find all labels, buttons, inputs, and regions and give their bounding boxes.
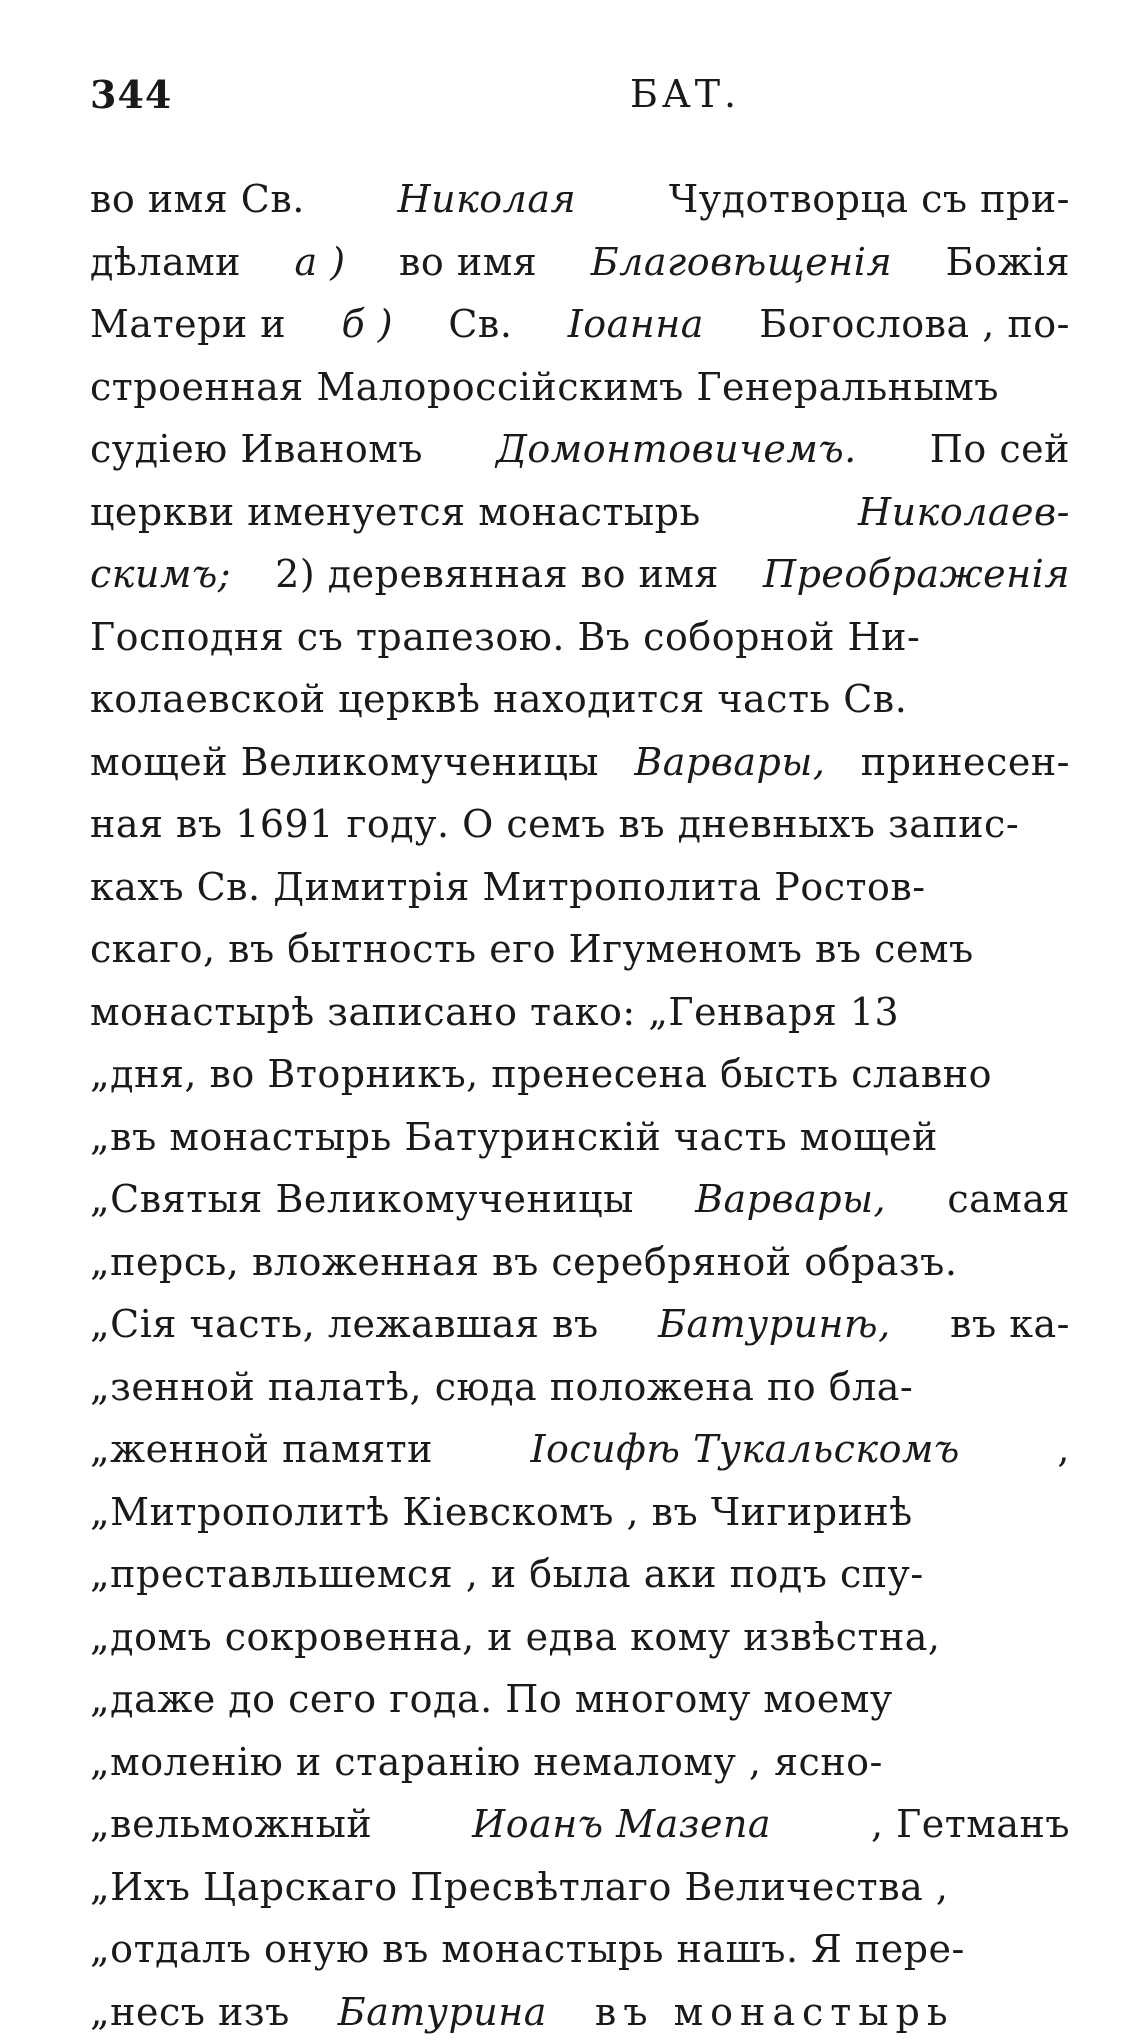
text-line-5: судіею Иваномъ Домонтовичемъ. По сей (90, 418, 1070, 481)
text-line-13: скаго, въ бытность его Игуменомъ въ семъ (90, 918, 1070, 981)
text-line-20: „зенной палатѣ, сюда положена по бла- (90, 1356, 1070, 1419)
page-header (90, 72, 1070, 132)
text-line-24: „домъ сокровенна, и едва кому извѣстна, (90, 1606, 1070, 1669)
text-line-15: „дня, во Вторникъ, пренесена бысть славно (90, 1043, 1070, 1106)
text-line-6: церкви именуется монастырь Николаев- (90, 481, 1070, 544)
text-line-22: „Митрополитѣ Кіевскомъ , въ Чигиринѣ (90, 1481, 1070, 1544)
text-line-10: мощей Великомученицы Варвары, принесен- (90, 731, 1070, 794)
text-line-18: „персь, вложенная въ серебряной образъ. (90, 1231, 1070, 1294)
text-line-14: монастырѣ записано тако: „Генваря 13 (90, 981, 1070, 1044)
text-line-3: Матери и б ) Св. Іоанна Богослова , по- (90, 293, 1070, 356)
text-line-23: „преставльшемся , и была аки подъ спу- (90, 1543, 1070, 1606)
text-line-28: „Ихъ Царскаго Пресвѣтлаго Величества , (90, 1856, 1070, 1919)
text-line-7: скимъ; 2) деревянная во имя Преображенія (90, 543, 1070, 606)
text-line-2: дѣлами а ) во имя Благовѣщенія Божія (90, 231, 1070, 294)
text-line-1: во имя Св. Николая Чудотворца съ при- (90, 168, 1070, 231)
text-line-9: колаевской церквѣ находится часть Св. (90, 668, 1070, 731)
text-line-4: строенная Малороссійскимъ Генеральнымъ (90, 356, 1070, 419)
text-line-26: „моленію и стаpанію немалому , ясно- (90, 1731, 1070, 1794)
text-line-27: „вельможный Иоанъ Мазепа , Гетманъ (90, 1793, 1070, 1856)
page-number: 344 (90, 72, 172, 117)
text-line-12: кахъ Св. Димитрія Митрополита Ростов- (90, 856, 1070, 919)
body-text (90, 168, 1070, 2043)
text-line-25: „даже до сего года. По многому моему (90, 1668, 1070, 1731)
text-line-29: „отдалъ оную въ монастырь нашъ. Я пере- (90, 1918, 1070, 1981)
text-line-16: „въ монастырь Батуринскій часть мощей (90, 1106, 1070, 1169)
text-line-19: „Сія часть, лежавшая въ Батуринѣ, въ ка- (90, 1293, 1070, 1356)
text-line-8: Господня съ трапезою. Въ соборной Ни- (90, 606, 1070, 669)
text-line-11: ная въ 1691 году. О семъ въ дневныхъ запис- (90, 793, 1070, 856)
text-line-30: „несъ изъ Батурина въ монастырь (90, 1981, 1070, 2043)
running-head: БАТ. (630, 72, 740, 116)
text-line-21: „женной памяти Іосифѣ Тукальскомъ , (90, 1418, 1070, 1481)
text-line-17: „Святыя Великомученицы Варвары, самая (90, 1168, 1070, 1231)
